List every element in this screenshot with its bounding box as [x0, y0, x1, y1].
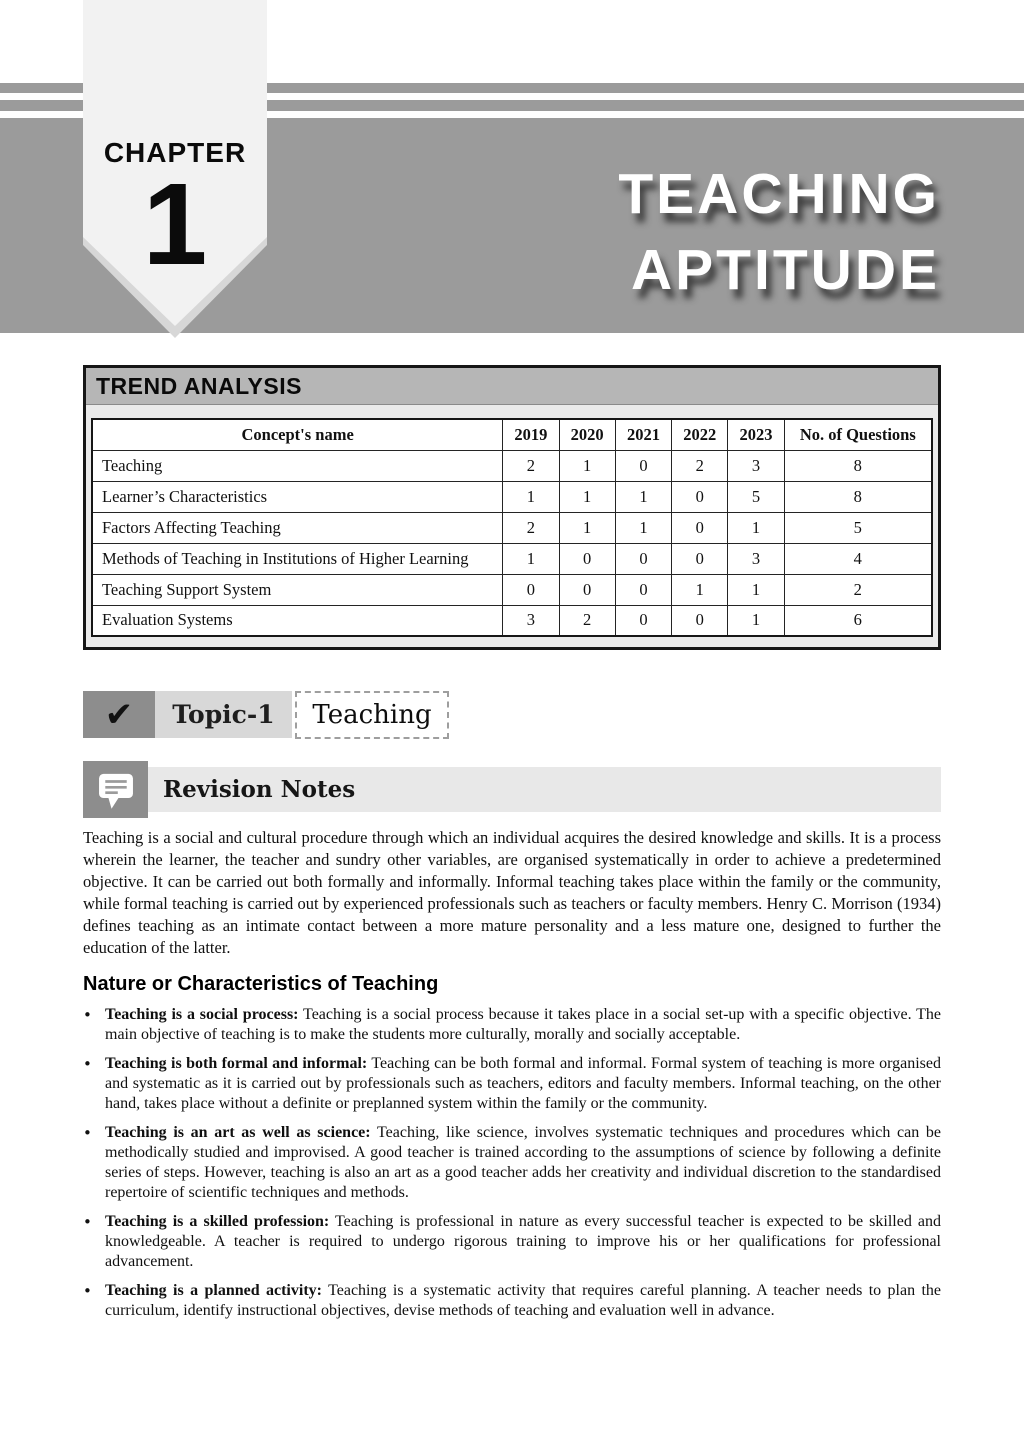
chapter-title-line1: TEACHING — [618, 162, 940, 226]
bullet-body: Teaching is a social process because it takes place in a social set-up with a specific objective. The main objective of teaching is to make the students more culturally, morally and socially acceptable. — [105, 1006, 942, 1043]
revision-notes-header — [83, 761, 941, 818]
table-row — [92, 450, 932, 481]
value-cell: 5 — [728, 481, 784, 512]
value-cell: 0 — [615, 543, 671, 574]
bullet-icon: • — [83, 1006, 92, 1024]
table-row — [92, 512, 932, 543]
bullet-text — [105, 1054, 941, 1114]
table-row — [92, 605, 932, 636]
bullet-icon: • — [83, 1124, 92, 1142]
list-item — [83, 1281, 941, 1321]
bullet-title: Teaching is a social process: — [105, 1006, 299, 1023]
chapter-label: CHAPTER — [103, 137, 247, 168]
value-cell: 1 — [559, 450, 615, 481]
column-header-2020: 2020 — [559, 419, 615, 450]
value-cell: 1 — [559, 512, 615, 543]
total-cell: 8 — [784, 481, 932, 512]
column-header-2022: 2022 — [672, 419, 728, 450]
bullet-title: Teaching is an art as well as science: — [105, 1124, 371, 1141]
concept-cell: Methods of Teaching in Institutions of Higher Learning — [92, 543, 503, 574]
value-cell: 1 — [615, 481, 671, 512]
value-cell: 2 — [672, 450, 728, 481]
bullet-body: Teaching is professional in nature as every successful teacher is expected to be skilled and knowledgeable. A teacher is required to undergo rigorous training to improve his or her qualifications for professional advancement. — [105, 1213, 941, 1270]
value-cell: 0 — [672, 512, 728, 543]
value-cell: 1 — [559, 481, 615, 512]
value-cell: 1 — [503, 543, 559, 574]
value-cell: 1 — [615, 512, 671, 543]
total-cell: 4 — [784, 543, 932, 574]
table-row — [92, 574, 932, 605]
value-cell: 0 — [672, 543, 728, 574]
value-cell: 2 — [503, 512, 559, 543]
bullet-body: Teaching, like science, involves systematic techniques and procedures which can be methodically studied and improvised. A good teacher is trained according to the assumptions of science by following a definite series of steps. However, teaching is also an art as a good teacher adds her creativity and individual discretion to the standardised repertoire of scientific techniques and methods. — [105, 1124, 942, 1201]
trend-table-header-row — [92, 419, 932, 450]
bullet-text — [105, 1005, 941, 1045]
bullet-text — [105, 1281, 941, 1321]
list-item — [83, 1054, 941, 1114]
table-row — [92, 543, 932, 574]
concept-cell: Factors Affecting Teaching — [92, 512, 503, 543]
check-icon: ✔ — [104, 694, 134, 735]
trend-analysis-panel — [83, 365, 941, 650]
bullet-icon: • — [83, 1055, 92, 1073]
bullet-icon: • — [83, 1213, 92, 1231]
list-item — [83, 1123, 941, 1203]
bullet-text — [105, 1212, 941, 1272]
value-cell: 2 — [559, 605, 615, 636]
bullet-title: Teaching is a planned activity: — [105, 1282, 322, 1299]
value-cell: 0 — [615, 450, 671, 481]
section-heading: Nature or Characteristics of Teaching — [83, 973, 439, 995]
value-cell: 3 — [728, 543, 784, 574]
column-header-2023: 2023 — [728, 419, 784, 450]
value-cell: 3 — [728, 450, 784, 481]
revision-notes-bar — [148, 767, 941, 812]
chapter-ribbon — [83, 0, 267, 338]
bullet-title: Teaching is a skilled profession: — [105, 1213, 330, 1230]
bullet-body: Teaching can be both formal and informal. Formal system of teaching is more organised and systematic as it is carried out by professionals such as teachers, editors and faculty members. Informal teaching, on the other hand, takes place without a definite or preplanned system within the family or the community. — [105, 1055, 942, 1112]
value-cell: 1 — [672, 574, 728, 605]
column-header-concept: Concept's name — [92, 419, 503, 450]
value-cell: 0 — [672, 605, 728, 636]
value-cell: 2 — [503, 450, 559, 481]
value-cell: 1 — [728, 512, 784, 543]
bullet-icon: • — [83, 1282, 92, 1300]
value-cell: 1 — [503, 481, 559, 512]
concept-cell: Learner’s Characteristics — [92, 481, 503, 512]
topic-name: Teaching — [295, 691, 449, 739]
check-box — [83, 691, 155, 738]
bullet-title: Teaching is both formal and informal: — [105, 1055, 368, 1072]
value-cell: 0 — [503, 574, 559, 605]
speech-bubble-icon — [83, 761, 148, 818]
value-cell: 0 — [672, 481, 728, 512]
bullet-text — [105, 1123, 941, 1203]
topic-label: Topic-1 — [155, 691, 292, 738]
value-cell: 1 — [728, 574, 784, 605]
chapter-title-line2: APTITUDE — [631, 238, 940, 302]
trend-table-wrap — [86, 405, 938, 647]
list-item — [83, 1212, 941, 1272]
concept-cell: Teaching Support System — [92, 574, 503, 605]
total-cell: 2 — [784, 574, 932, 605]
value-cell: 0 — [615, 574, 671, 605]
value-cell: 0 — [615, 605, 671, 636]
chapter-title — [618, 156, 940, 308]
body-text — [83, 827, 941, 1330]
concept-cell: Teaching — [92, 450, 503, 481]
trend-table — [91, 418, 933, 637]
total-cell: 8 — [784, 450, 932, 481]
chapter-number: 1 — [142, 159, 208, 289]
column-header-2021: 2021 — [615, 419, 671, 450]
concept-cell: Evaluation Systems — [92, 605, 503, 636]
value-cell: 3 — [503, 605, 559, 636]
table-row — [92, 481, 932, 512]
column-header-questions: No. of Questions — [784, 419, 932, 450]
topic-header — [83, 691, 449, 738]
bullet-body: Teaching is a systematic activity that requires careful planning. A teacher needs to plan the curriculum, identify instructional objectives, devise methods of teaching and evaluation well in advance. — [105, 1282, 942, 1319]
trend-analysis-title: TREND ANALYSIS — [86, 368, 938, 405]
total-cell: 6 — [784, 605, 932, 636]
revision-notes-title: Revision Notes — [163, 776, 356, 803]
column-header-2019: 2019 — [503, 419, 559, 450]
value-cell: 0 — [559, 574, 615, 605]
value-cell: 0 — [559, 543, 615, 574]
total-cell: 5 — [784, 512, 932, 543]
list-item — [83, 1005, 941, 1045]
intro-paragraph: Teaching is a social and cultural procedure through which an individual acquires the desired knowledge and skills. It is a process wherein the learner, the teacher and sundry other variables, are organised systematically in order to achieve a predetermined objective. It can be carried out both formally and informally. Informal teaching takes place within the family or the community, while formal teaching is carried out by experienced professionals such as teachers or faculty members. Henry C. Morrison (1934) defines teaching as an intimate contact between a more mature personality and a less mature one, designed to further the education of the latter. — [83, 828, 941, 957]
value-cell: 1 — [728, 605, 784, 636]
